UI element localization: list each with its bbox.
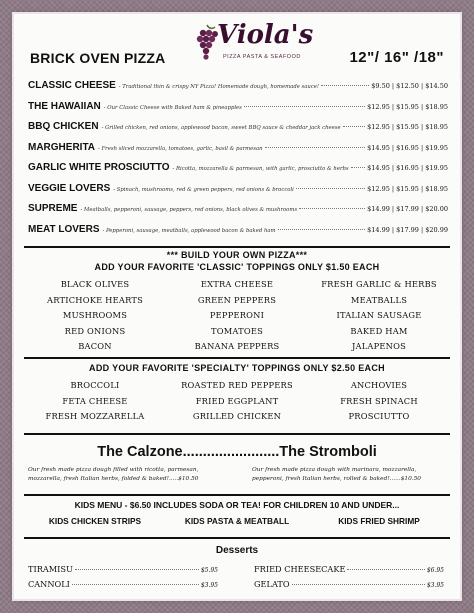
pizza-name: BBQ CHICKEN bbox=[28, 121, 99, 132]
topping: FRESH MOZZARELLA bbox=[45, 411, 145, 422]
menu-page bbox=[14, 14, 460, 599]
pizza-row bbox=[28, 101, 448, 122]
dessert-row bbox=[28, 579, 218, 594]
kids-item: KIDS FRIED SHRIMP bbox=[338, 516, 420, 526]
divider bbox=[24, 494, 450, 496]
pizza-description: - Meatballs, pepperoni, sausage, peppers, red onions, black olives & mushrooms bbox=[80, 207, 298, 213]
pizza-name: CLASSIC CHEESE bbox=[28, 80, 116, 91]
pizza-row bbox=[28, 203, 448, 224]
pizza-row bbox=[28, 142, 448, 163]
pizza-row bbox=[28, 162, 448, 183]
pizza-name: MARGHERITA bbox=[28, 141, 96, 153]
dessert-name: CANNOLI bbox=[28, 579, 70, 589]
topping: BAKED HAM bbox=[350, 325, 408, 336]
dot-leader bbox=[244, 106, 365, 107]
pizza-row bbox=[28, 121, 448, 142]
dot-leader bbox=[299, 208, 365, 209]
pizza-price: $9.50 | $12.50 | $14.50 bbox=[371, 82, 448, 90]
pizza-name: GARLIC WHITE PROSCIUTTO bbox=[28, 162, 170, 173]
topping: RED ONIONS bbox=[64, 325, 126, 336]
kids-item: KIDS PASTA & MEATBALL bbox=[184, 516, 290, 526]
dot-leader bbox=[321, 85, 369, 86]
pizza-row bbox=[28, 183, 448, 204]
specialty-toppings-title: ADD YOUR FAVORITE 'SPECIALTY' TOPPINGS ONLY $2.50 EACH bbox=[89, 363, 385, 373]
dessert-price: $6.95 bbox=[426, 567, 444, 574]
pizza-price: $12.95 | $15.95 | $18.95 bbox=[367, 184, 448, 193]
desserts-left bbox=[28, 564, 218, 594]
pizza-description: - Ricotta, mozzarella & parmesan, with garlic, prosciutto & herbs bbox=[172, 166, 349, 172]
pizza-row bbox=[28, 224, 448, 245]
kids-item: KIDS CHICKEN STRIPS bbox=[48, 516, 142, 526]
dot-leader bbox=[296, 188, 365, 189]
dessert-row bbox=[254, 564, 444, 579]
topping: JALAPENOS bbox=[351, 341, 406, 352]
calzone-stromboli-title: The Calzone........................The Stromboli bbox=[97, 444, 377, 460]
grapes-icon bbox=[195, 23, 219, 61]
topping: FRIED EGGPLANT bbox=[195, 395, 279, 406]
desserts-right bbox=[254, 564, 444, 594]
calzone-description: Our fresh made pizza dough filled with ricotta, parmesan, mozzarella, fresh Italian herbs, folded & baked!.....$10.50 bbox=[28, 467, 199, 482]
pizza-name: MEAT LOVERS bbox=[28, 223, 100, 235]
logo-name: Viola's bbox=[217, 20, 314, 50]
topping: BROCCOLI bbox=[70, 380, 120, 390]
pizza-row bbox=[28, 80, 448, 101]
topping: ITALIAN SAUSAGE bbox=[336, 310, 422, 321]
topping: TOMATOES bbox=[210, 325, 264, 336]
divider bbox=[24, 433, 450, 435]
dot-leader bbox=[343, 126, 365, 127]
topping: ROASTED RED PEPPERS bbox=[181, 380, 293, 390]
pizza-list bbox=[28, 80, 448, 244]
dessert-row bbox=[28, 564, 218, 579]
pizza-description: - Traditional thin & crispy NY Pizza! Homemade dough, homemade sauce! bbox=[118, 84, 320, 90]
topping: BACON bbox=[78, 341, 112, 352]
dessert-name: FRIED CHEESECAKE bbox=[254, 564, 346, 574]
pizza-description: - Spinach, mushrooms, red & green peppers, red onions & broccoli bbox=[113, 186, 294, 193]
pizza-sizes: 12"/ 16" /18" bbox=[349, 49, 444, 66]
divider bbox=[24, 537, 450, 539]
dessert-price: $3.95 bbox=[426, 582, 444, 589]
topping: BLACK OLIVES bbox=[60, 279, 130, 289]
topping: PEPPERONI bbox=[209, 310, 265, 321]
dot-leader bbox=[351, 167, 366, 168]
build-your-own-title: *** BUILD YOUR OWN PIZZA*** bbox=[166, 250, 308, 260]
pizza-price: $14.99 | $17.99 | $20.00 bbox=[367, 205, 448, 213]
topping: MEATBALLS bbox=[350, 294, 408, 305]
pizza-description: - Our Classic Cheese with Baked ham & pineapples bbox=[103, 104, 242, 111]
dessert-row bbox=[254, 579, 444, 594]
pizza-price: $14.95 | $16.95 | $19.95 bbox=[367, 143, 448, 152]
pizza-name: THE HAWAIIAN bbox=[28, 100, 101, 112]
classic-toppings-grid bbox=[24, 277, 450, 355]
logo-tagline: PIZZA PASTA & SEAFOOD bbox=[223, 54, 301, 60]
pizza-description: - Fresh sliced mozzarella, tomatoes, garlic, basil & parmesan bbox=[98, 145, 263, 152]
topping: FETA CHEESE bbox=[62, 395, 128, 406]
topping: FRESH GARLIC & HERBS bbox=[321, 279, 437, 289]
dot-leader bbox=[278, 229, 366, 230]
dot-leader bbox=[72, 584, 199, 585]
topping: EXTRA CHEESE bbox=[200, 279, 274, 289]
stromboli-description: Our fresh made pizza dough with marinara, mozzarella, pepperoni, fresh Italian herbs, rolled & baked!......$10.50 bbox=[252, 467, 421, 482]
pizza-price: $12.95 | $15.95 | $18.95 bbox=[367, 102, 448, 111]
dessert-price: $5.95 bbox=[200, 567, 218, 574]
dessert-name: GELATO bbox=[254, 579, 290, 589]
dot-leader bbox=[265, 147, 366, 148]
divider bbox=[24, 246, 450, 248]
kids-menu-title: KIDS MENU - $6.50 INCLUDES SODA OR TEA! FOR CHILDREN 10 AND UNDER... bbox=[74, 500, 400, 510]
topping: MUSHROOMS bbox=[62, 310, 128, 321]
topping: BANANA PEPPERS bbox=[194, 341, 280, 352]
classic-toppings-title: ADD YOUR FAVORITE 'CLASSIC' TOPPINGS ONLY $1.50 EACH bbox=[94, 262, 380, 272]
topping: ANCHOVIES bbox=[350, 380, 408, 390]
pizza-description: - Grilled chicken, red onions, applewood bacon, sweet BBQ sauce & cheddar jack cheese bbox=[101, 125, 341, 131]
divider bbox=[24, 357, 450, 359]
topping: GREEN PEPPERS bbox=[197, 294, 277, 305]
desserts-title: Desserts bbox=[215, 545, 259, 556]
logo bbox=[195, 20, 314, 70]
dot-leader bbox=[75, 569, 199, 570]
section-title: BRICK OVEN PIZZA bbox=[30, 50, 166, 66]
pizza-price: $14.95 | $16.95 | $19.95 bbox=[367, 164, 448, 172]
dot-leader bbox=[292, 584, 425, 585]
dot-leader bbox=[347, 569, 424, 570]
specialty-toppings-grid bbox=[24, 378, 450, 425]
topping: FRESH SPINACH bbox=[340, 395, 418, 406]
pizza-name: SUPREME bbox=[28, 203, 78, 214]
dessert-price: $3.95 bbox=[200, 582, 218, 589]
dessert-name: TIRAMISU bbox=[28, 564, 73, 574]
topping: ARTICHOKE HEARTS bbox=[47, 294, 143, 305]
pizza-description: - Pepperoni, sausage, meatballs, applewood bacon & baked ham bbox=[102, 227, 276, 234]
pizza-price: $12.95 | $15.95 | $18.95 bbox=[367, 123, 448, 131]
pizza-price: $14.99 | $17.99 | $20.99 bbox=[367, 225, 448, 234]
kids-menu-items bbox=[24, 516, 450, 526]
topping: PROSCIUTTO bbox=[348, 411, 410, 422]
topping: GRILLED CHICKEN bbox=[192, 411, 282, 422]
menu-header bbox=[14, 14, 460, 74]
pizza-name: VEGGIE LOVERS bbox=[28, 182, 111, 194]
